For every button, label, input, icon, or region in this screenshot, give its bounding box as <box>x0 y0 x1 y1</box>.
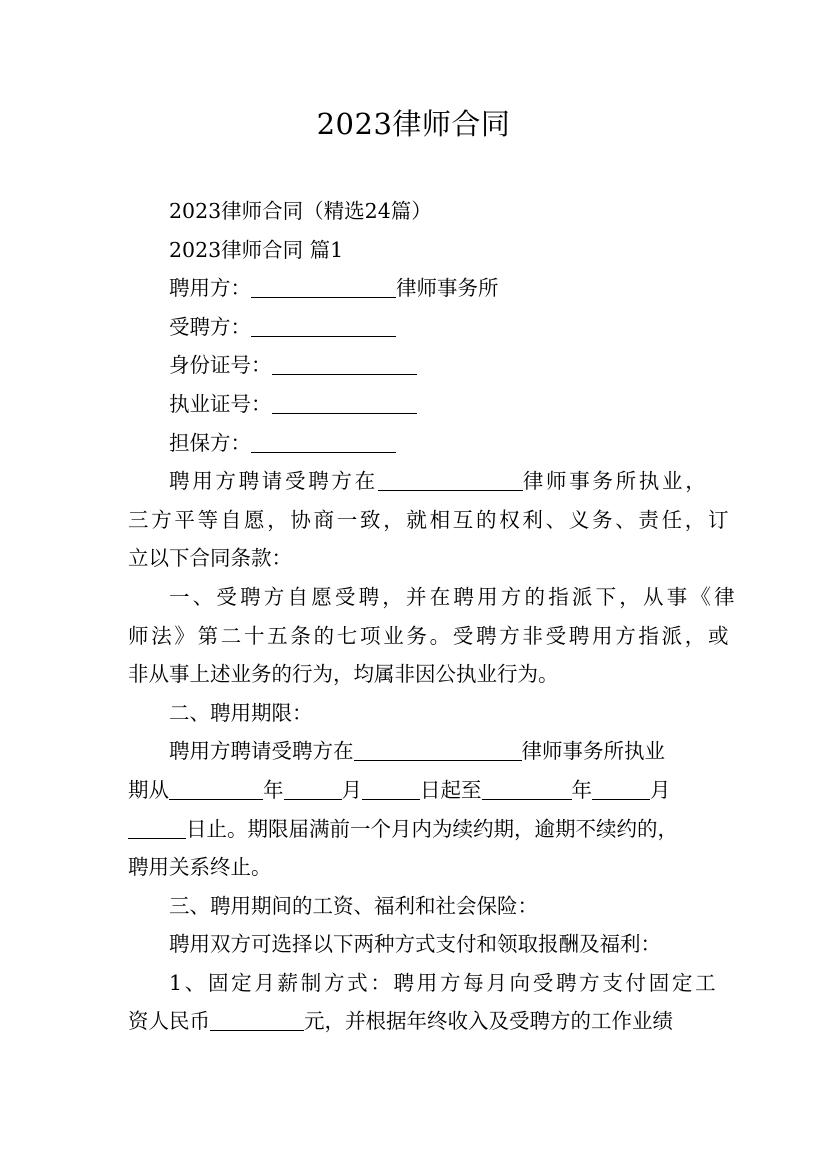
clause2-text-2a: 期从 <box>128 777 169 802</box>
intro-firm-blank <box>378 470 523 491</box>
start-month-blank <box>284 779 342 800</box>
clause2-text-3b: 日止。期限届满前一个月内为续约期，逾期不续约的， <box>186 816 678 841</box>
section-heading <box>128 231 708 270</box>
subtitle <box>128 192 708 231</box>
clause3-text-1: 聘用双方可选择以下两种方式支付和领取报酬及福利： <box>169 932 661 957</box>
clause3-item1-text-2a: 资人民币 <box>128 1009 210 1034</box>
intro-text-3: 立以下合同条款： <box>128 546 292 571</box>
start-day-label: 日起至 <box>420 777 482 802</box>
end-year-blank <box>482 779 572 800</box>
clause1-text-1: 一、受聘方自愿受聘，并在聘用方的指派下，从事《律 <box>169 584 738 609</box>
clause2-firm-blank <box>354 740 522 761</box>
license-row <box>128 385 708 424</box>
intro-line-1 <box>128 462 708 501</box>
clause1-line-3 <box>128 655 708 694</box>
salary-blank <box>210 1010 304 1031</box>
section-heading-text: 2023律师合同 篇1 <box>169 237 344 262</box>
license-label: 执业证号： <box>169 391 272 416</box>
start-year-blank <box>169 779 263 800</box>
end-month-label: 月 <box>650 777 671 802</box>
clause3-item1-line-2 <box>128 1002 708 1041</box>
clause1-text-2: 师法》第二十五条的七项业务。受聘方非受聘用方指派，或 <box>128 623 732 648</box>
id-blank <box>272 354 417 375</box>
clause2-line-2 <box>128 771 708 810</box>
employee-blank <box>251 316 396 337</box>
end-day-blank <box>128 818 186 839</box>
start-month-label: 月 <box>341 777 362 802</box>
intro-line-2 <box>128 501 732 540</box>
guarantor-blank <box>251 432 396 453</box>
clause2-line-3 <box>128 810 708 849</box>
id-label: 身份证号： <box>169 353 272 378</box>
id-row <box>128 346 708 385</box>
clause2-line-1 <box>128 732 708 771</box>
employer-row <box>128 269 708 308</box>
clause2-text-1a: 聘用方聘请受聘方在 <box>169 739 354 764</box>
employer-label: 聘用方： <box>169 276 251 301</box>
clause2-text-4: 聘用关系终止。 <box>128 855 272 880</box>
clause1-line-1 <box>128 578 738 617</box>
document-body <box>128 192 738 1041</box>
clause2-heading-text: 二、聘用期限： <box>169 700 313 725</box>
clause2-line-4 <box>128 848 708 887</box>
clause3-item1-line-1 <box>128 964 719 1003</box>
employee-row <box>128 308 708 347</box>
clause2-text-1b: 律师事务所执业 <box>521 739 665 764</box>
intro-line-3 <box>128 539 708 578</box>
clause3-heading <box>128 887 708 926</box>
clause1-text-3: 非从事上述业务的行为，均属非因公执业行为。 <box>128 662 559 687</box>
clause3-item1-text-1: 1、固定月薪制方式：聘用方每月向受聘方支付固定工 <box>169 970 719 995</box>
license-blank <box>272 393 417 414</box>
intro-text-2: 三方平等自愿，协商一致，就相互的权利、义务、责任，订 <box>128 507 732 532</box>
guarantor-label: 担保方： <box>169 430 251 455</box>
subtitle-text: 2023律师合同（精选24篇） <box>169 199 432 223</box>
employer-blank <box>251 277 396 298</box>
employer-suffix: 律师事务所 <box>396 276 499 301</box>
clause2-heading <box>128 694 708 733</box>
clause1-line-2 <box>128 617 732 656</box>
employee-label: 受聘方： <box>169 314 251 339</box>
start-day-blank <box>362 779 420 800</box>
intro-text-a: 聘用方聘请受聘方在 <box>169 469 378 494</box>
intro-text-b: 律师事务所执业， <box>522 469 709 494</box>
clause3-line-1 <box>128 925 708 964</box>
clause3-heading-text: 三、聘用期间的工资、福利和社会保险： <box>169 893 538 918</box>
end-month-blank <box>592 779 650 800</box>
end-year-label: 年 <box>571 777 592 802</box>
start-year-label: 年 <box>263 777 284 802</box>
clause3-item1-text-2b: 元，并根据年终收入及受聘方的工作业绩 <box>304 1009 673 1034</box>
document-title: 2023律师合同 <box>316 107 511 141</box>
guarantor-row <box>128 424 708 463</box>
